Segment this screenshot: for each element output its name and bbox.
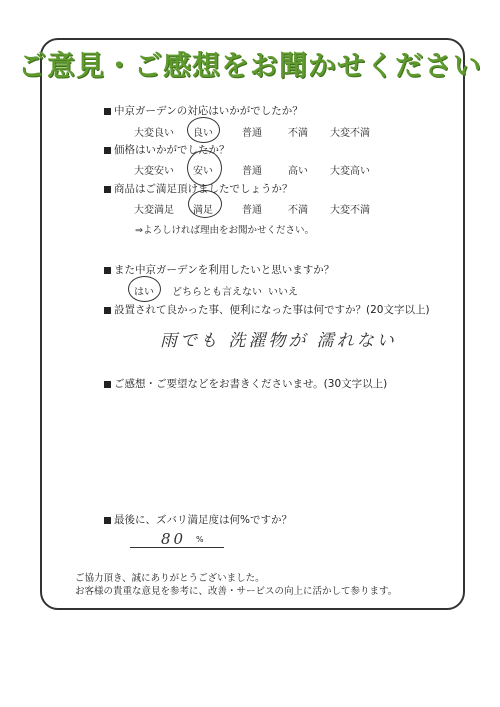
question-3-label: 商品はご満足頂けましたでしょうか？ — [114, 183, 293, 195]
question-5 — [104, 302, 430, 317]
bullet-square-icon — [104, 307, 111, 314]
bullet-square-icon — [104, 267, 111, 274]
question-2-label: 価格はいかがでしたか？ — [114, 144, 230, 156]
question-7-label: 最後に、ズバリ満足度は何%ですか？ — [114, 514, 292, 526]
q2-option-3[interactable]: 普通 — [242, 166, 262, 177]
q7-answer-line — [130, 547, 224, 548]
question-3-options — [0, 201, 500, 215]
bullet-square-icon — [104, 186, 111, 193]
footer-improvement-note: お客様の貴重な意見を参考に、改善・サービスの向上に活かして参ります。 — [75, 586, 398, 597]
question-2-options — [0, 162, 500, 176]
q1-option-1[interactable]: 大変良い — [134, 128, 174, 139]
q2-option-4[interactable]: 高い — [288, 166, 308, 177]
q1-option-5[interactable]: 大変不満 — [330, 128, 370, 139]
bullet-square-icon — [104, 517, 111, 524]
q5-handwritten-answer[interactable]: 雨でも 洗濯物が 濡れない — [160, 331, 397, 351]
bullet-square-icon — [104, 108, 111, 115]
q2-option-5[interactable]: 大変高い — [330, 166, 370, 177]
question-1-label: 中京ガーデンの対応はいかがでしたか？ — [114, 105, 303, 117]
question-6 — [104, 376, 387, 391]
question-6-label: ご感想・ご要望などをお書きくださいませ。(30文字以上) — [114, 378, 388, 390]
q2-option-1[interactable]: 大変安い — [134, 166, 174, 177]
q2-option-2[interactable]: 安い — [193, 166, 213, 177]
question-4-label: また中京ガーデンを利用したいと思いますか？ — [114, 264, 335, 276]
q3-option-2[interactable]: 満足 — [193, 205, 213, 216]
question-4 — [104, 262, 334, 277]
survey-title: ご意見・ご感想をお聞かせください — [17, 49, 482, 82]
q4-option-yes[interactable]: はい — [134, 287, 154, 298]
q3-selected-circle — [188, 190, 222, 218]
q3-option-4[interactable]: 不満 — [288, 205, 308, 216]
q3-option-1[interactable]: 大変満足 — [134, 205, 174, 216]
question-7 — [104, 512, 292, 527]
question-1-options — [0, 124, 500, 138]
question-4-options — [0, 283, 500, 297]
question-5-label: 設置されて良かった事、便利になった事は何ですか？(20文字以上) — [114, 304, 430, 316]
q4-selected-circle — [128, 276, 161, 302]
bullet-square-icon — [104, 147, 111, 154]
q1-option-3[interactable]: 普通 — [242, 128, 262, 139]
q1-option-4[interactable]: 不満 — [288, 128, 308, 139]
footer-thanks: ご協力頂き、誠にありがとうございました。 — [75, 573, 265, 584]
bullet-square-icon — [104, 381, 111, 388]
q4-option-no[interactable]: いいえ — [268, 287, 298, 298]
question-1 — [104, 103, 303, 118]
q3-option-3[interactable]: 普通 — [242, 205, 262, 216]
q1-option-2[interactable]: 良い — [193, 128, 213, 139]
q7-handwritten-answer[interactable]: 80 — [161, 530, 187, 548]
q7-percent-unit: % — [196, 535, 204, 544]
q3-reason-note: ⇒よろしければ理由をお聞かせください。 — [135, 225, 314, 236]
q1-selected-circle — [187, 117, 220, 143]
q3-option-5[interactable]: 大変不満 — [330, 205, 370, 216]
q4-option-neutral[interactable]: どちらとも言えない — [172, 287, 262, 298]
